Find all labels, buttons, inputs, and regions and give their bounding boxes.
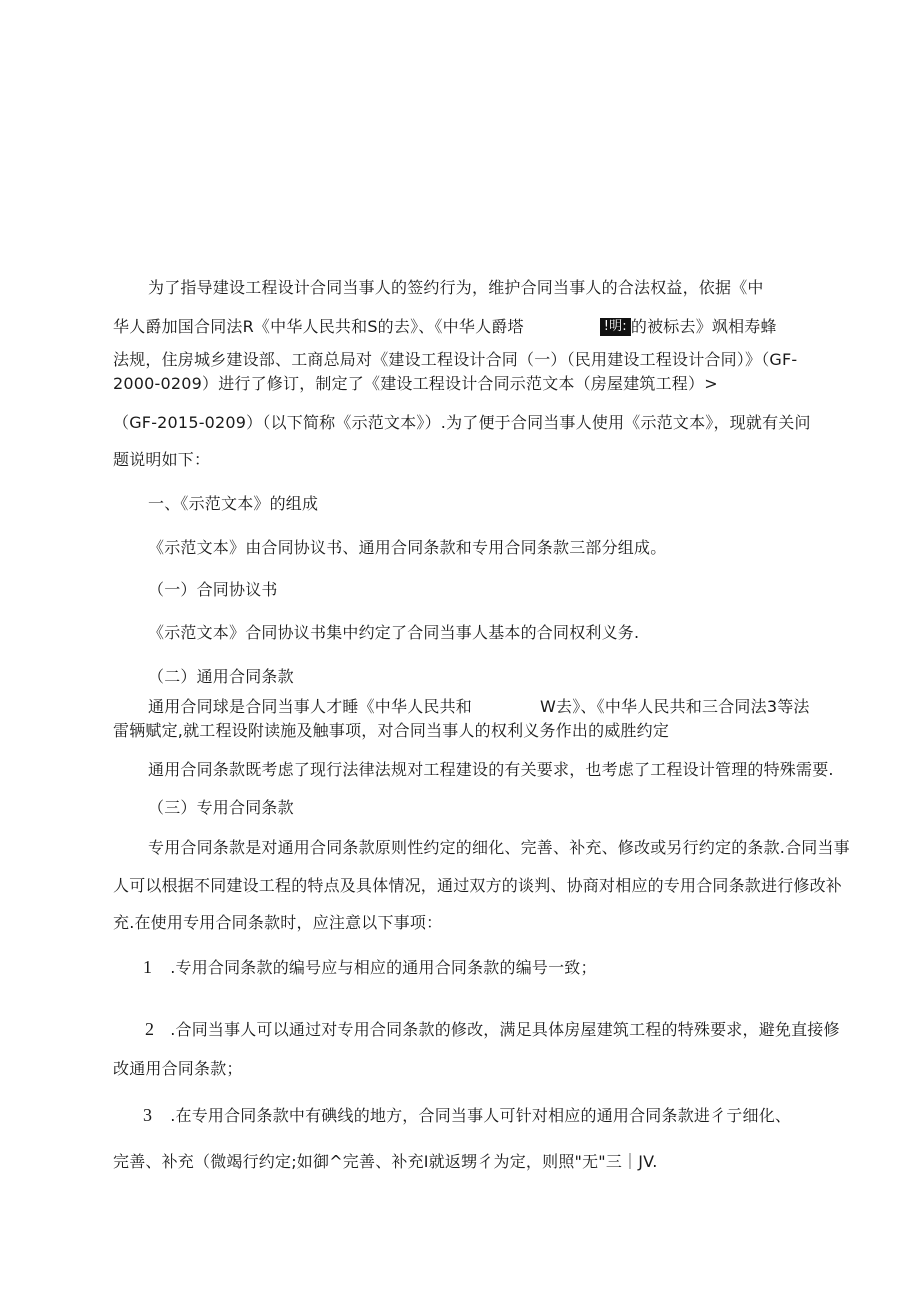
section-1-body: 《示范文本》由合同协议书、通用合同条款和专用合同条款三部分组成。: [148, 538, 667, 557]
part-1-body: 《示范文本》合同协议书集中约定了合同当事人基本的合同权利义务.: [148, 623, 640, 642]
part-2-para-1-line-2: 雷辆赋定,就工程设附读施及触事项，对合同当事人的权利义务作出的威胜约定: [113, 721, 670, 740]
redaction-mark: !明:: [600, 318, 631, 336]
intro-line-5: （GF-2015-0209）（以下简称《示范文本》）.为了便于合同当事人使用《示范文本》，现就有关问: [113, 413, 811, 432]
list-item-number: 2: [145, 1019, 155, 1039]
intro-line-2-text-a: 华人爵加国合同法R《中华人民共和S的去》、《中华人爵塔: [113, 317, 524, 336]
part-1-heading: （一）合同协议书: [148, 580, 278, 599]
list-item: [143, 957, 597, 978]
part-3-line-1: 专用合同条款是对通用合同条款原则性约定的细化、完善、补充、修改或另行约定的条款.合同当事: [148, 838, 850, 857]
list-item-continuation: 改通用合同条款；: [113, 1059, 243, 1078]
intro-line-3: 法规，住房城乡建设部、工商总局对《建设工程设计合同（一）（民用建设工程设计合同）》（GF-: [113, 350, 798, 369]
list-item-text: .合同当事人可以通过对专用合同条款的修改，满足具体房屋建筑工程的特殊要求，避免直接修: [170, 1020, 840, 1039]
part-2-heading: （二）通用合同条款: [148, 667, 294, 686]
intro-line-2-text-b: 的被标去》飒相寿蜂: [630, 317, 777, 336]
intro-line-2: [113, 317, 777, 337]
part-2-para-1-text-a: 通用合同球是合同当事人才睡《中华人民共和: [148, 697, 473, 716]
list-item-number: 1: [143, 957, 153, 977]
list-item-text: .在专用合同条款中有碘线的地方，合同当事人可针对相应的通用合同条款进彳亍细化、: [170, 1106, 792, 1125]
intro-line-4: 2000-0209）进行了修订，制定了《建设工程设计合同示范文本（房屋建筑工程）>: [113, 374, 718, 393]
part-2-para-2: 通用合同条款既考虑了现行法律法规对工程建设的有关要求，也考虑了工程设计管理的特殊需要.: [148, 760, 834, 779]
list-item-text: .专用合同条款的编号应与相应的通用合同条款的编号一致；: [170, 958, 597, 977]
intro-line-6: 题说明如下：: [113, 450, 211, 469]
section-1-heading: 一、《示范文本》的组成: [148, 494, 319, 513]
list-item-continuation: 完善、补充（微竭行约定;如御^完善、补充I就返甥彳为定，则照"无"三｜JV.: [113, 1152, 658, 1171]
part-2-para-1-line-1: [148, 697, 810, 717]
part-3-line-2: 人可以根据不同建设工程的特点及具体情况，通过双方的谈判、协商对相应的专用合同条款进行修改补: [113, 876, 843, 895]
part-3-line-3: 充.在使用专用合同条款时，应注意以下事项：: [113, 913, 443, 932]
list-item-number: 3: [143, 1105, 153, 1125]
list-item: [143, 1105, 791, 1126]
list-item: [145, 1019, 840, 1040]
part-2-para-1-text-b: W去》、《中华人民共和三合同法3等法: [540, 697, 810, 716]
part-3-heading: （三）专用合同条款: [148, 798, 294, 817]
intro-line-1: 为了指导建设工程设计合同当事人的签约行为，维护合同当事人的合法权益，依据《中: [148, 278, 764, 297]
